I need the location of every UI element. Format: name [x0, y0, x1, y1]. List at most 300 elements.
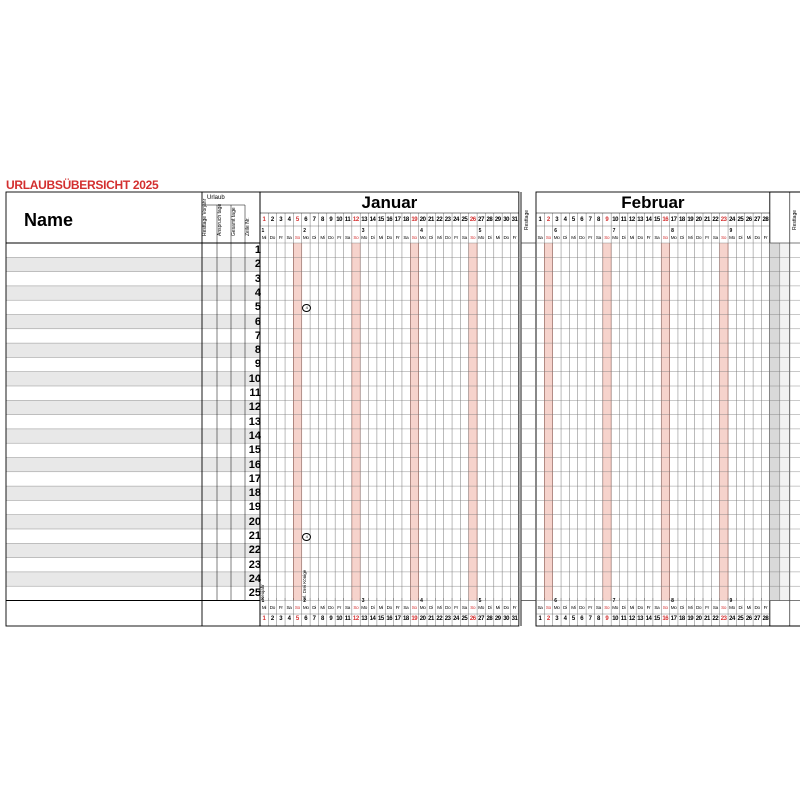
day-number: 15 [377, 217, 384, 223]
row-number: 19 [248, 501, 261, 514]
weekday-label: Di [312, 605, 316, 610]
day-number: 14 [645, 217, 652, 223]
weekday-label: Di [429, 605, 433, 610]
holiday-note: Neujahr [260, 583, 265, 600]
day-number: 1 [262, 616, 266, 622]
day-number: 12 [352, 217, 359, 223]
weekday-label: Fr [395, 605, 400, 610]
day-number: 17 [670, 217, 677, 223]
annotation-marker: 4 [302, 533, 311, 541]
day-number: 9 [605, 616, 609, 622]
row-number: 2 [254, 258, 261, 271]
day-number: 31 [511, 616, 518, 622]
row-number: 14 [248, 429, 261, 442]
week-number: 1 [261, 598, 265, 604]
day-number: 30 [503, 616, 510, 622]
weekday-label: Mo [361, 235, 368, 240]
sunday-band [661, 243, 669, 601]
sunday-band [603, 243, 611, 601]
day-number: 24 [729, 217, 735, 223]
day-number: 13 [637, 217, 644, 223]
day-number: 23 [444, 217, 451, 223]
weekday-label: Di [563, 235, 567, 240]
week-number: 2 [303, 228, 307, 234]
day-number: 21 [704, 217, 710, 223]
weekday-label: So [604, 235, 610, 240]
day-number: 1 [262, 217, 266, 223]
weekday-label: Do [754, 605, 760, 610]
weekday-label: Mi [629, 605, 634, 610]
weekday-label: So [294, 235, 300, 240]
weekday-label: Do [637, 605, 643, 610]
weekday-label: Do [386, 605, 392, 610]
row-number: 8 [254, 344, 261, 357]
day-number: 22 [436, 217, 443, 223]
week-number: 3 [361, 228, 365, 234]
day-number: 8 [596, 616, 600, 622]
day-number: 9 [329, 616, 333, 622]
week-number: 5 [478, 598, 482, 604]
weekday-label: Mi [437, 605, 442, 610]
weekday-label: So [470, 605, 476, 610]
day-number: 1 [538, 217, 542, 223]
weekday-label: So [353, 235, 359, 240]
weekday-label: Mo [419, 605, 426, 610]
weekday-label: Sa [654, 605, 660, 610]
day-number: 22 [712, 616, 719, 622]
week-number: 4 [420, 598, 423, 604]
row-shade [6, 286, 260, 300]
day-number: 10 [612, 217, 619, 223]
day-number: 18 [403, 616, 409, 622]
day-number: 5 [571, 616, 575, 622]
weekday-label: Do [269, 605, 275, 610]
week-number: 2 [303, 598, 307, 604]
day-number: 10 [336, 616, 343, 622]
weekday-label: Di [680, 235, 684, 240]
day-number: 19 [411, 616, 418, 622]
day-number: 25 [461, 616, 468, 622]
gesamt-label: Gesamt tage [231, 207, 237, 236]
weekday-label: Mi [437, 235, 442, 240]
day-number: 7 [312, 616, 316, 622]
weekday-label: Sa [654, 235, 660, 240]
day-number: 3 [555, 616, 559, 622]
weekday-label: Fr [337, 605, 342, 610]
row-shade [6, 486, 260, 500]
weekday-label: Mo [478, 235, 484, 240]
weekday-label: Di [487, 605, 492, 610]
day-number: 5 [571, 217, 575, 223]
day-number: 21 [704, 616, 710, 622]
gray-column [780, 243, 790, 601]
day-number: 8 [596, 217, 600, 223]
zeile-nr-label: Zeile Nr. [245, 217, 251, 236]
weekday-label: Do [386, 235, 392, 240]
day-number: 13 [361, 217, 368, 223]
week-number: 9 [729, 228, 733, 234]
day-number: 29 [494, 616, 501, 622]
day-number: 7 [588, 616, 592, 622]
weekday-label: Fr [588, 605, 592, 610]
weekday-label: Di [621, 235, 626, 240]
day-number: 10 [612, 616, 619, 622]
day-number: 8 [320, 217, 324, 223]
weekday-label: Sa [595, 605, 601, 610]
day-number: 15 [377, 616, 384, 622]
weekday-label: Mi [688, 605, 693, 610]
week-number: 8 [671, 598, 674, 604]
weekday-label: Sa [537, 605, 543, 610]
urlaub-header: Urlaub [207, 195, 225, 201]
sunday-band [720, 243, 728, 601]
day-number: 17 [394, 616, 401, 622]
weekday-label: Mo [553, 235, 560, 240]
weekday-label: Mo [612, 605, 619, 610]
weekday-label: Do [503, 605, 509, 610]
weekday-label: Sa [344, 605, 351, 610]
weekday-label: Mi [378, 605, 384, 610]
weekday-label: Sa [286, 235, 292, 240]
weekday-label: Sa [712, 605, 718, 610]
weekday-label: Do [579, 605, 585, 610]
day-number: 25 [737, 616, 744, 622]
weekday-label: Do [503, 235, 509, 240]
day-number: 25 [461, 217, 468, 223]
day-number: 21 [428, 217, 434, 223]
day-number: 15 [653, 616, 660, 622]
weekday-label: Mo [670, 235, 677, 240]
day-number: 7 [312, 217, 316, 223]
weekday-label: Fr [337, 235, 342, 240]
day-number: 17 [670, 616, 677, 622]
weekday-label: Sa [712, 235, 718, 240]
weekday-label: Sa [403, 605, 409, 610]
day-number: 24 [729, 616, 735, 622]
day-number: 20 [695, 217, 702, 223]
weekday-label: Mi [571, 605, 576, 610]
weekday-label: So [545, 235, 551, 240]
weekday-label: Fr [278, 235, 283, 240]
weekday-label: Mi [320, 605, 325, 610]
weekday-label: So [721, 235, 727, 240]
row-number: 6 [254, 315, 261, 328]
day-number: 27 [478, 217, 485, 223]
weekday-label: Mi [629, 235, 634, 240]
weekday-label: Do [754, 235, 760, 240]
day-number: 5 [295, 217, 299, 223]
row-shade [6, 429, 260, 443]
day-number: 19 [411, 217, 418, 223]
day-number: 26 [469, 217, 476, 223]
row-number: 5 [254, 301, 261, 314]
day-number: 4 [563, 616, 567, 622]
resttage-vorjahr-label: Resttage Vorjahr [202, 198, 208, 236]
day-number: 19 [687, 217, 694, 223]
day-number: 20 [695, 616, 702, 622]
week-number: 3 [361, 598, 365, 604]
sunday-band [410, 243, 418, 601]
page-title: URLAUBSÜBERSICHT 2025 [6, 178, 159, 192]
row-shade [6, 572, 260, 586]
week-number: 7 [612, 228, 616, 234]
weekday-label: Sa [461, 235, 467, 240]
weekday-label: So [470, 235, 476, 240]
month-title: Februar [621, 193, 685, 212]
weekday-label: Sa [537, 235, 543, 240]
resttage-label: Resttage [792, 209, 798, 230]
weekday-label: So [721, 605, 727, 610]
row-number: 16 [248, 458, 261, 471]
weekday-label: Di [429, 235, 433, 240]
day-number: 14 [369, 217, 376, 223]
weekday-label: Fr [705, 235, 709, 240]
day-number: 26 [745, 616, 752, 622]
day-number: 14 [645, 616, 652, 622]
day-number: 28 [762, 217, 769, 223]
row-number: 15 [248, 444, 261, 457]
day-number: 18 [679, 217, 685, 223]
row-number: 22 [248, 544, 261, 557]
week-number: 7 [612, 598, 616, 604]
day-number: 29 [494, 217, 501, 223]
weekday-label: Fr [454, 235, 458, 240]
month-title: Januar [361, 193, 418, 212]
row-shade [6, 372, 260, 386]
weekday-label: Sa [461, 605, 467, 610]
weekday-label: Di [370, 235, 375, 240]
row-shade [6, 515, 260, 529]
sunday-band [293, 243, 301, 601]
weekday-label: Fr [454, 605, 458, 610]
day-number: 28 [486, 217, 493, 223]
day-number: 24 [453, 616, 459, 622]
weekday-label: Fr [763, 605, 768, 610]
resttage-label: Resttage [524, 209, 530, 230]
row-number: 13 [248, 415, 261, 428]
day-number: 9 [605, 217, 609, 223]
day-number: 28 [762, 616, 769, 622]
weekday-label: Di [487, 235, 492, 240]
weekday-label: Fr [278, 605, 283, 610]
day-number: 11 [620, 217, 627, 223]
row-number: 12 [248, 401, 261, 414]
weekday-label: Fr [646, 235, 651, 240]
row-shade [6, 315, 260, 329]
weekday-label: Di [738, 235, 743, 240]
weekday-label: Do [637, 235, 643, 240]
weekday-label: Mo [361, 605, 368, 610]
row-shade [6, 343, 260, 357]
day-number: 8 [320, 616, 324, 622]
day-number: 23 [444, 616, 451, 622]
day-number: 10 [336, 217, 343, 223]
day-number: 21 [428, 616, 434, 622]
day-number: 6 [304, 217, 308, 223]
weekday-label: So [411, 235, 417, 240]
day-number: 16 [386, 616, 393, 622]
sunday-band [544, 243, 552, 601]
day-number: 1 [538, 616, 542, 622]
weekday-label: Mo [670, 605, 677, 610]
weekday-label: Mo [478, 605, 484, 610]
day-number: 23 [720, 616, 727, 622]
weekday-label: Mo [302, 605, 309, 610]
day-number: 3 [555, 217, 559, 223]
row-shade [6, 458, 260, 472]
weekday-label: Di [738, 605, 743, 610]
weekday-label: Mi [495, 235, 500, 240]
weekday-label: Sa [595, 235, 601, 240]
row-number: 18 [248, 487, 261, 500]
day-number: 30 [503, 217, 510, 223]
weekday-label: Do [328, 235, 334, 240]
weekday-label: Fr [512, 605, 517, 610]
row-number: 24 [248, 572, 261, 585]
weekday-label: Mi [320, 235, 325, 240]
day-number: 31 [511, 217, 518, 223]
weekday-label: Do [579, 235, 585, 240]
weekday-label: Do [696, 605, 702, 610]
weekday-label: Do [696, 235, 702, 240]
weekday-label: So [545, 605, 551, 610]
day-number: 11 [344, 616, 351, 622]
week-number: 1 [261, 228, 265, 234]
day-number: 6 [304, 616, 308, 622]
day-number: 12 [628, 616, 635, 622]
day-number: 6 [580, 616, 584, 622]
weekday-label: Fr [763, 235, 768, 240]
holiday-note: Hl. Drei Könige [301, 569, 307, 600]
weekday-label: Mi [746, 235, 751, 240]
weekday-label: Do [269, 235, 275, 240]
day-number: 17 [394, 217, 401, 223]
weekday-label: Mo [553, 605, 560, 610]
day-number: 16 [662, 217, 669, 223]
anspruch-label: Anspruch tage [217, 203, 223, 236]
weekday-label: Do [445, 605, 451, 610]
day-number: 15 [653, 217, 660, 223]
row-number: 23 [248, 558, 261, 571]
weekday-label: So [662, 605, 668, 610]
weekday-label: Di [312, 235, 316, 240]
weekday-label: Mi [378, 235, 384, 240]
week-number: 6 [554, 598, 557, 604]
day-number: 11 [344, 217, 351, 223]
weekday-label: So [411, 605, 417, 610]
row-number: 17 [248, 472, 261, 485]
row-number: 4 [254, 286, 261, 299]
day-number: 27 [754, 217, 761, 223]
day-number: 4 [287, 616, 291, 622]
day-number: 7 [588, 217, 592, 223]
day-number: 19 [687, 616, 694, 622]
weekday-label: Mi [261, 235, 267, 240]
day-number: 20 [419, 616, 426, 622]
weekday-label: Mi [495, 605, 500, 610]
weekday-label: Mi [261, 605, 267, 610]
day-number: 9 [329, 217, 333, 223]
weekday-label: Di [370, 605, 375, 610]
weekday-label: Mo [729, 235, 735, 240]
day-number: 4 [287, 217, 291, 223]
weekday-label: Sa [286, 605, 292, 610]
row-number: 11 [249, 387, 261, 399]
weekday-label: So [294, 605, 300, 610]
row-number: 21 [248, 530, 261, 542]
weekday-label: Sa [403, 235, 409, 240]
day-number: 16 [386, 217, 393, 223]
weekday-label: Mi [688, 235, 693, 240]
day-number: 12 [352, 616, 359, 622]
day-number: 24 [453, 217, 459, 223]
weekday-label: Di [621, 605, 626, 610]
weekday-label: Mi [746, 605, 751, 610]
day-number: 18 [679, 616, 685, 622]
day-number: 25 [737, 217, 744, 223]
weekday-label: Do [328, 605, 334, 610]
gray-column [770, 243, 780, 601]
row-number: 9 [254, 358, 261, 371]
week-number: 6 [554, 228, 557, 234]
day-number: 16 [662, 616, 669, 622]
day-number: 2 [270, 217, 274, 223]
weekday-label: Do [445, 235, 451, 240]
weekday-label: Mo [612, 235, 619, 240]
weekday-label: Fr [395, 235, 400, 240]
day-number: 11 [620, 616, 627, 622]
weekday-label: Fr [705, 605, 709, 610]
row-number: 1 [254, 244, 261, 256]
day-number: 27 [754, 616, 761, 622]
day-number: 2 [270, 616, 274, 622]
week-number: 4 [420, 228, 423, 234]
row-number: 20 [248, 515, 261, 528]
day-number: 3 [279, 616, 283, 622]
weekday-label: Mo [729, 605, 735, 610]
day-number: 22 [436, 616, 443, 622]
day-number: 2 [546, 616, 550, 622]
weekday-label: Di [680, 605, 684, 610]
day-number: 27 [478, 616, 485, 622]
weekday-label: Fr [588, 235, 592, 240]
day-number: 22 [712, 217, 719, 223]
day-number: 2 [546, 217, 550, 223]
day-number: 28 [486, 616, 493, 622]
row-number: 7 [254, 329, 261, 342]
week-number: 8 [671, 228, 674, 234]
week-number: 9 [729, 598, 733, 604]
sunday-band [469, 243, 477, 601]
row-number: 3 [254, 272, 261, 285]
day-number: 5 [295, 616, 299, 622]
day-number: 14 [369, 616, 376, 622]
row-shade [6, 257, 260, 271]
day-number: 26 [745, 217, 752, 223]
weekday-label: Di [563, 605, 567, 610]
weekday-label: So [353, 605, 359, 610]
weekday-label: Sa [344, 235, 351, 240]
weekday-label: Fr [646, 605, 651, 610]
row-shade [6, 543, 260, 557]
row-shade [6, 400, 260, 414]
day-number: 23 [720, 217, 727, 223]
row-number: 10 [248, 372, 261, 385]
day-number: 6 [580, 217, 584, 223]
name-header: Name [24, 210, 74, 230]
sunday-band [352, 243, 360, 601]
row-number: 25 [248, 587, 261, 600]
